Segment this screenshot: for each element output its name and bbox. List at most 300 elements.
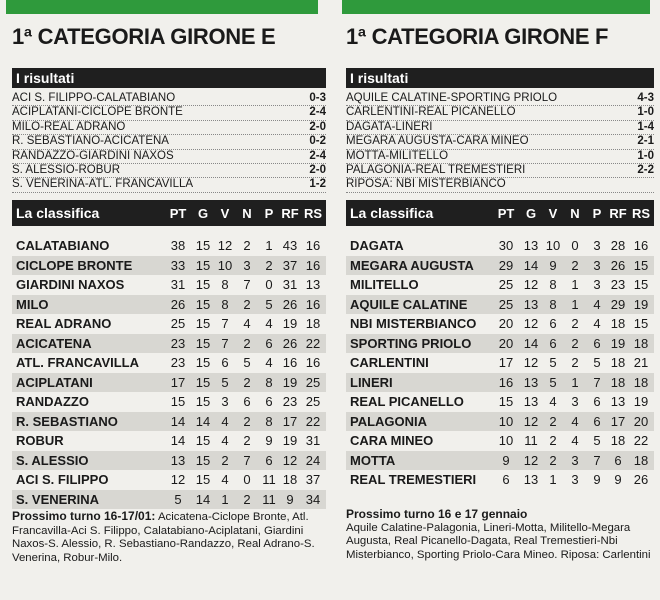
stat-rf: 18 [610, 355, 626, 371]
stat-rf: 17 [282, 413, 298, 429]
stat-rs: 15 [633, 257, 649, 273]
team-stats [164, 277, 326, 292]
stat-pt: 17 [498, 355, 514, 371]
stat-pt: 10 [498, 433, 514, 449]
stat-rf: 37 [282, 257, 298, 273]
stat-p: 11 [262, 491, 276, 507]
stat-n: 2 [571, 335, 579, 351]
stat-rf: 19 [610, 335, 626, 351]
stat-rf: 18 [610, 433, 626, 449]
stat-n: 2 [571, 316, 579, 332]
stat-g: 15 [195, 257, 211, 273]
stat-rs: 15 [633, 316, 649, 332]
next-round-title: Prossimo turno 16-17/01: [12, 509, 156, 523]
standings-row [346, 236, 654, 256]
stat-pt: 25 [170, 316, 186, 332]
stat-n: 3 [571, 472, 579, 488]
stat-rf: 18 [282, 472, 298, 488]
standings-row [12, 295, 326, 315]
column-header-rs: RS [631, 205, 651, 221]
stat-rs: 25 [305, 374, 321, 390]
stat-n: 2 [571, 355, 579, 371]
stat-rf: 18 [610, 374, 626, 390]
stat-pt: 15 [170, 394, 186, 410]
stat-n: 5 [243, 355, 251, 371]
stat-g: 14 [523, 257, 539, 273]
standings-row [12, 373, 326, 393]
standings-row [12, 392, 326, 412]
stat-v: 2 [221, 452, 229, 468]
stat-g: 15 [195, 335, 211, 351]
result-score: 2-4 [309, 106, 326, 119]
stat-v: 10 [217, 257, 233, 273]
result-row [346, 121, 654, 135]
stat-pt: 38 [170, 238, 186, 254]
stat-rs: 21 [633, 355, 649, 371]
stat-g: 12 [523, 355, 539, 371]
stat-rf: 17 [610, 413, 626, 429]
team-stats [164, 355, 326, 370]
column-header-p: P [592, 205, 602, 221]
stat-g: 15 [195, 355, 211, 371]
stat-n: 4 [243, 316, 251, 332]
stat-g: 13 [523, 374, 539, 390]
result-row [12, 150, 326, 164]
stat-v: 2 [549, 413, 557, 429]
column-header-rs: RS [303, 205, 323, 221]
girone-f-results-list [346, 92, 654, 193]
stat-rf: 19 [282, 433, 298, 449]
standings-row [346, 295, 654, 315]
stat-p: 5 [593, 355, 601, 371]
stat-v: 4 [221, 413, 229, 429]
stat-n: 3 [571, 394, 579, 410]
stat-pt: 5 [174, 491, 182, 507]
standings-row [12, 490, 326, 510]
team-name: DAGATA [350, 238, 404, 254]
column-header-n: N [570, 205, 580, 221]
result-score: 1-4 [637, 120, 654, 133]
standings-row [346, 431, 654, 451]
stat-p: 8 [265, 374, 273, 390]
stat-rf: 16 [282, 355, 298, 371]
stat-p: 9 [593, 472, 601, 488]
stat-pt: 14 [170, 433, 186, 449]
result-score: 1-0 [637, 106, 654, 119]
stat-v: 7 [221, 335, 229, 351]
stat-rf: 26 [282, 296, 298, 312]
result-match: MILO-REAL ADRANO [12, 120, 126, 133]
stat-p: 6 [593, 394, 601, 410]
stat-p: 6 [265, 452, 273, 468]
team-stats [164, 492, 326, 507]
stat-n: 1 [571, 296, 579, 312]
stat-rs: 22 [305, 413, 321, 429]
girone-e-next-round [12, 510, 326, 565]
standings-row [346, 256, 654, 276]
result-row [12, 164, 326, 178]
stat-rs: 19 [633, 394, 649, 410]
result-match: AQUILE CALATINE-SPORTING PRIOLO [346, 92, 558, 104]
stat-g: 13 [523, 238, 539, 254]
team-stats [164, 453, 326, 468]
stat-pt: 12 [170, 472, 186, 488]
stat-n: 2 [571, 257, 579, 273]
standings-row [12, 412, 326, 432]
stat-p: 1 [265, 238, 273, 254]
girone-e-standings-header [12, 200, 326, 226]
stat-rf: 43 [282, 238, 298, 254]
standings-label: La classifica [350, 205, 434, 221]
stat-rf: 29 [610, 296, 626, 312]
stat-rf: 23 [282, 394, 298, 410]
result-row [346, 164, 654, 178]
team-name: MOTTA [350, 452, 396, 468]
stat-pt: 15 [498, 394, 514, 410]
column-header-v: V [220, 205, 230, 221]
stat-v: 10 [545, 238, 561, 254]
result-score: 1-0 [637, 149, 654, 162]
stat-pt: 23 [170, 335, 186, 351]
stat-pt: 6 [502, 472, 510, 488]
team-stats [492, 297, 654, 312]
stat-n: 2 [243, 335, 251, 351]
stat-v: 7 [221, 316, 229, 332]
stat-pt: 33 [170, 257, 186, 273]
stat-g: 11 [524, 433, 538, 449]
girone-f-results-header: I risultati [346, 68, 654, 88]
girone-f-standings-table [346, 236, 654, 490]
stat-p: 4 [265, 316, 273, 332]
stat-n: 3 [243, 257, 251, 273]
stat-v: 4 [549, 394, 557, 410]
stat-g: 15 [195, 277, 211, 293]
result-row [346, 150, 654, 164]
stat-rf: 26 [610, 257, 626, 273]
stat-rf: 28 [610, 238, 626, 254]
result-score: 0-3 [309, 92, 326, 104]
team-name: ROBUR [16, 433, 64, 449]
team-name: SPORTING PRIOLO [350, 335, 472, 351]
stat-rf: 19 [282, 316, 298, 332]
column-header-g: G [197, 205, 209, 221]
stat-rs: 34 [305, 491, 321, 507]
team-stats [164, 297, 326, 312]
stat-p: 6 [265, 394, 273, 410]
standings-row [346, 412, 654, 432]
stat-pt: 29 [498, 257, 514, 273]
stat-v: 6 [549, 316, 557, 332]
standings-row [346, 392, 654, 412]
stat-v: 8 [549, 296, 557, 312]
stat-p: 8 [265, 413, 273, 429]
team-name: S. ALESSIO [16, 452, 89, 468]
stat-rf: 19 [282, 374, 298, 390]
next-round-title: Prossimo turno 16 e 17 gennaio [346, 507, 528, 521]
stat-v: 8 [221, 296, 229, 312]
standings-row [12, 275, 326, 295]
team-name: REAL TREMESTIERI [350, 472, 477, 488]
stat-p: 6 [265, 335, 273, 351]
stat-pt: 13 [170, 452, 186, 468]
stat-rf: 31 [282, 277, 298, 293]
stat-rs: 22 [305, 335, 321, 351]
stat-n: 2 [243, 491, 251, 507]
result-match: MOTTA-MILITELLO [346, 149, 449, 162]
stat-p: 3 [593, 238, 601, 254]
column-header-rf: RF [281, 205, 299, 221]
team-stats [492, 472, 654, 487]
stat-rf: 18 [610, 316, 626, 332]
girone-e-results-list [12, 92, 326, 193]
stat-v: 5 [221, 374, 229, 390]
stat-rs: 16 [633, 238, 649, 254]
stat-p: 3 [593, 257, 601, 273]
stat-v: 2 [549, 452, 557, 468]
stat-n: 4 [571, 433, 579, 449]
stat-rs: 31 [305, 433, 321, 449]
stat-rf: 9 [614, 472, 622, 488]
stat-v: 1 [549, 472, 557, 488]
stat-p: 5 [593, 433, 601, 449]
standings-row [12, 353, 326, 373]
result-row [12, 92, 326, 106]
girone-e-standings-table [12, 236, 326, 509]
stat-v: 3 [221, 394, 229, 410]
stat-n: 2 [243, 238, 251, 254]
team-stats [164, 336, 326, 351]
result-match: S. VENERINA-ATL. FRANCAVILLA [12, 178, 194, 191]
stat-rs: 18 [305, 316, 321, 332]
stat-g: 13 [523, 296, 539, 312]
result-score: 2-1 [637, 135, 654, 148]
team-name: CARLENTINI [350, 355, 429, 371]
stat-v: 9 [549, 257, 557, 273]
stat-g: 15 [195, 472, 211, 488]
result-row [12, 121, 326, 135]
stat-p: 7 [593, 374, 601, 390]
standings-row [12, 334, 326, 354]
stat-v: 6 [549, 335, 557, 351]
stat-g: 14 [195, 491, 211, 507]
stat-v: 5 [549, 374, 557, 390]
stat-rs: 16 [305, 257, 321, 273]
team-stats [492, 258, 654, 273]
stat-g: 12 [523, 316, 539, 332]
stat-rs: 18 [633, 374, 649, 390]
stat-pt: 25 [498, 277, 514, 293]
column-header-rf: RF [609, 205, 627, 221]
team-name: CALATABIANO [16, 238, 110, 254]
stat-n: 4 [571, 413, 579, 429]
result-match: CARLENTINI-REAL PICANELLO [346, 106, 516, 119]
standings-row [346, 451, 654, 471]
stat-rs: 16 [305, 296, 321, 312]
team-name: RANDAZZO [16, 394, 89, 410]
team-stats [164, 433, 326, 448]
column-header-pt: PT [497, 205, 515, 221]
stat-g: 13 [523, 472, 539, 488]
result-match: R. SEBASTIANO-ACICATENA [12, 135, 169, 148]
team-stats [164, 316, 326, 331]
stat-pt: 25 [498, 296, 514, 312]
team-stats [492, 238, 654, 253]
team-name: NBI MISTERBIANCO [350, 316, 477, 332]
standings-row [346, 373, 654, 393]
team-stats [492, 453, 654, 468]
stat-n: 0 [571, 238, 579, 254]
column-header-n: N [242, 205, 252, 221]
stat-pt: 16 [498, 374, 514, 390]
result-score: 1-2 [309, 178, 326, 191]
team-stats [164, 472, 326, 487]
team-stats [492, 414, 654, 429]
stat-v: 8 [221, 277, 229, 293]
stat-g: 15 [195, 394, 211, 410]
stat-rs: 13 [305, 277, 321, 293]
stat-g: 15 [195, 374, 211, 390]
stat-v: 6 [221, 355, 229, 371]
team-stats [164, 394, 326, 409]
stat-n: 2 [243, 374, 251, 390]
stat-pt: 10 [498, 413, 514, 429]
team-stats [164, 375, 326, 390]
stat-n: 7 [243, 452, 251, 468]
team-name: S. VENERINA [16, 491, 100, 507]
next-round-text: Aquile Calatine-Palagonia, Lineri-Motta, Militello-Megara Augusta, Real Picanello-Dagata, Real Tremestieri-Nbi Misterbianco, Sporting Priolo-Cara Mineo. Riposa: Carlentini [346, 521, 651, 561]
team-name: R. SEBASTIANO [16, 413, 118, 429]
team-name: GIARDINI NAXOS [16, 277, 125, 293]
stat-p: 6 [593, 335, 601, 351]
next-round-text: Acicatena-Ciclope Bronte, Atl. Francavilla-Aci S. Filippo, Calatabiano-Aciplatani, Giardini Naxos-S. Alessio, R. Sebastiano-Randazzo, Real Adrano-S. Venerina, Robur-Milo. [12, 511, 315, 564]
result-match: DAGATA-LINERI [346, 120, 433, 133]
column-header-v: V [548, 205, 558, 221]
stat-rs: 19 [633, 296, 649, 312]
stat-rf: 9 [286, 491, 294, 507]
team-stats [492, 355, 654, 370]
result-match: ACIPLATANI-CICLOPE BRONTE [12, 106, 183, 119]
stat-rs: 37 [305, 472, 321, 488]
result-match: RANDAZZO-GIARDINI NAXOS [12, 149, 174, 162]
team-name: MILITELLO [350, 277, 419, 293]
stat-v: 2 [549, 433, 557, 449]
result-score: 2-2 [637, 163, 654, 176]
stat-g: 15 [195, 238, 211, 254]
stat-pt: 23 [170, 355, 186, 371]
stat-v: 4 [221, 433, 229, 449]
stat-p: 2 [265, 257, 273, 273]
stat-rs: 20 [633, 413, 649, 429]
standings-row [12, 451, 326, 471]
girone-f-title: 1ª CATEGORIA GIRONE F [346, 24, 609, 49]
girone-f-column [340, 0, 654, 600]
stat-n: 6 [243, 394, 251, 410]
standings-row [346, 334, 654, 354]
stat-pt: 17 [170, 374, 186, 390]
result-score: 2-4 [309, 149, 326, 162]
standings-row [346, 275, 654, 295]
result-score: 2-0 [309, 163, 326, 176]
girone-e-column [6, 0, 326, 600]
result-row [12, 135, 326, 149]
team-stats [164, 238, 326, 253]
stat-n: 3 [571, 452, 579, 468]
stat-pt: 9 [502, 452, 510, 468]
team-name: AQUILE CALATINE [350, 296, 468, 312]
stat-v: 4 [221, 472, 229, 488]
team-name: LINERI [350, 374, 393, 390]
stat-rs: 22 [633, 433, 649, 449]
team-stats [492, 316, 654, 331]
result-row [346, 135, 654, 149]
stat-n: 1 [571, 374, 579, 390]
stat-rs: 15 [633, 277, 649, 293]
stat-g: 15 [195, 452, 211, 468]
stat-g: 14 [523, 335, 539, 351]
stat-pt: 14 [170, 413, 186, 429]
stat-n: 2 [243, 296, 251, 312]
stat-rs: 16 [305, 238, 321, 254]
standings-row [12, 470, 326, 490]
stat-n: 2 [243, 413, 251, 429]
team-stats [492, 394, 654, 409]
result-match: MEGARA AUGUSTA-CARA MINEO [346, 135, 529, 148]
team-name: ATL. FRANCAVILLA [16, 355, 139, 371]
team-name: ACIPLATANI [16, 374, 93, 390]
result-row [346, 106, 654, 120]
result-score: 2-0 [309, 120, 326, 133]
stat-rs: 26 [633, 472, 649, 488]
column-header-p: P [264, 205, 274, 221]
result-score: 0-2 [309, 135, 326, 148]
standings-row [12, 236, 326, 256]
stat-g: 15 [195, 316, 211, 332]
column-header-pt: PT [169, 205, 187, 221]
team-name: PALAGONIA [350, 413, 428, 429]
stat-pt: 20 [498, 335, 514, 351]
team-stats [492, 336, 654, 351]
stat-pt: 31 [170, 277, 186, 293]
stat-v: 12 [217, 238, 233, 254]
stat-rs: 16 [305, 355, 321, 371]
stat-g: 15 [195, 296, 211, 312]
team-stats [492, 375, 654, 390]
stat-pt: 20 [498, 316, 514, 332]
stat-p: 3 [593, 277, 601, 293]
stat-rs: 24 [305, 452, 321, 468]
stat-v: 8 [549, 277, 557, 293]
standings-row [12, 431, 326, 451]
result-match: PALAGONIA-REAL TREMESTIERI [346, 163, 526, 176]
team-name: ACICATENA [16, 335, 92, 351]
stat-rf: 23 [610, 277, 626, 293]
result-row [12, 106, 326, 120]
stat-p: 6 [593, 413, 601, 429]
result-match: S. ALESSIO-ROBUR [12, 163, 121, 176]
stat-p: 0 [265, 277, 273, 293]
girone-f-next-round [346, 508, 654, 562]
stat-p: 4 [265, 355, 273, 371]
stat-rf: 26 [282, 335, 298, 351]
stat-g: 13 [523, 394, 539, 410]
team-name: REAL ADRANO [16, 316, 112, 332]
stat-rf: 12 [282, 452, 298, 468]
standings-row [346, 314, 654, 334]
stat-pt: 26 [170, 296, 186, 312]
stat-p: 7 [593, 452, 601, 468]
standings-row [12, 314, 326, 334]
stat-g: 14 [195, 413, 211, 429]
